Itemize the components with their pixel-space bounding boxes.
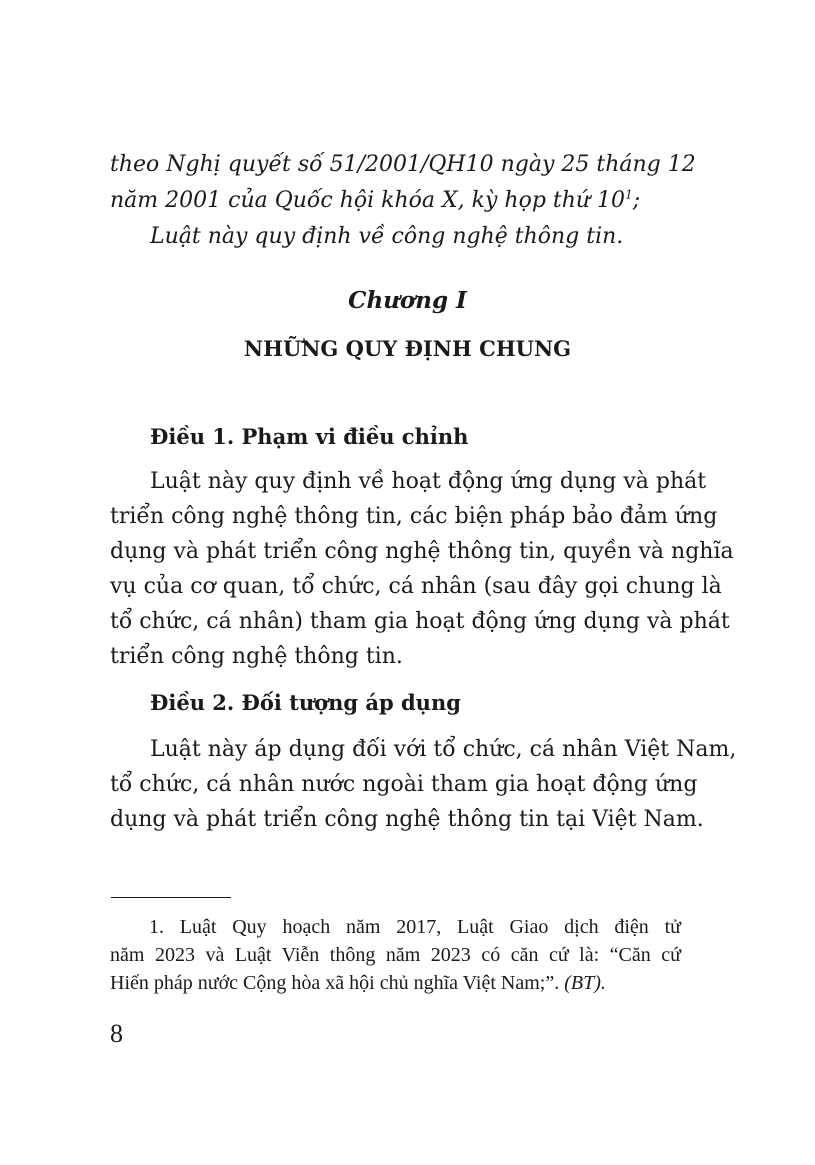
- preamble-line-1: theo Nghị quyết số 51/2001/QH10 ngày 25 tháng 12: [110, 152, 696, 177]
- article-1-heading: Điều 1. Phạm vi điều chỉnh: [150, 424, 469, 449]
- editor-note: (BT).: [564, 972, 606, 994]
- article-2-line: tổ chức, cá nhân nước ngoài tham gia hoạt động ứng: [110, 772, 698, 797]
- article-1-line: dụng và phát triển công nghệ thông tin, quyền và nghĩa: [110, 539, 734, 564]
- footnote-separator: [111, 897, 231, 898]
- article-1-line: triển công nghệ thông tin.: [110, 644, 403, 669]
- footnote-line: 1. Luật Quy hoạch năm 2017, Luật Giao dịch điện tử: [149, 916, 681, 938]
- article-2-heading: Điều 2. Đối tượng áp dụng: [150, 690, 461, 715]
- article-1-line: triển công nghệ thông tin, các biện pháp bảo đảm ứng: [110, 504, 718, 529]
- article-2-line: Luật này áp dụng đối với tổ chức, cá nhân Việt Nam,: [150, 737, 737, 762]
- footnote-last-line: [110, 970, 606, 996]
- page-number: 8: [110, 1019, 123, 1048]
- chapter-title: NHỮNG QUY ĐỊNH CHUNG: [243, 336, 572, 361]
- article-1-line: tổ chức, cá nhân) tham gia hoạt động ứng dụng và phát: [110, 609, 730, 634]
- article-2-line: dụng và phát triển công nghệ thông tin tại Việt Nam.: [110, 807, 704, 832]
- chapter-label: Chương I: [348, 287, 467, 314]
- preamble-line-2-text: năm 2001 của Quốc hội khóa X, kỳ họp thứ 10: [110, 188, 626, 213]
- footnote-text: Hiến pháp nước Cộng hòa xã hội chủ nghĩa Việt Nam;”.: [110, 972, 560, 994]
- footnote-reference: 1: [625, 187, 633, 202]
- article-1-line: vụ của cơ quan, tổ chức, cá nhân (sau đây gọi chung là: [110, 574, 722, 599]
- footnote-line: năm 2023 và Luật Viễn thông năm 2023 có căn cứ là: “Căn cứ: [110, 944, 681, 966]
- scope-statement: Luật này quy định về công nghệ thông tin.: [150, 224, 624, 249]
- preamble-line-2: [110, 186, 640, 216]
- preamble-line-2-end: ;: [632, 188, 641, 213]
- article-1-line: Luật này quy định về hoạt động ứng dụng và phát: [150, 469, 707, 494]
